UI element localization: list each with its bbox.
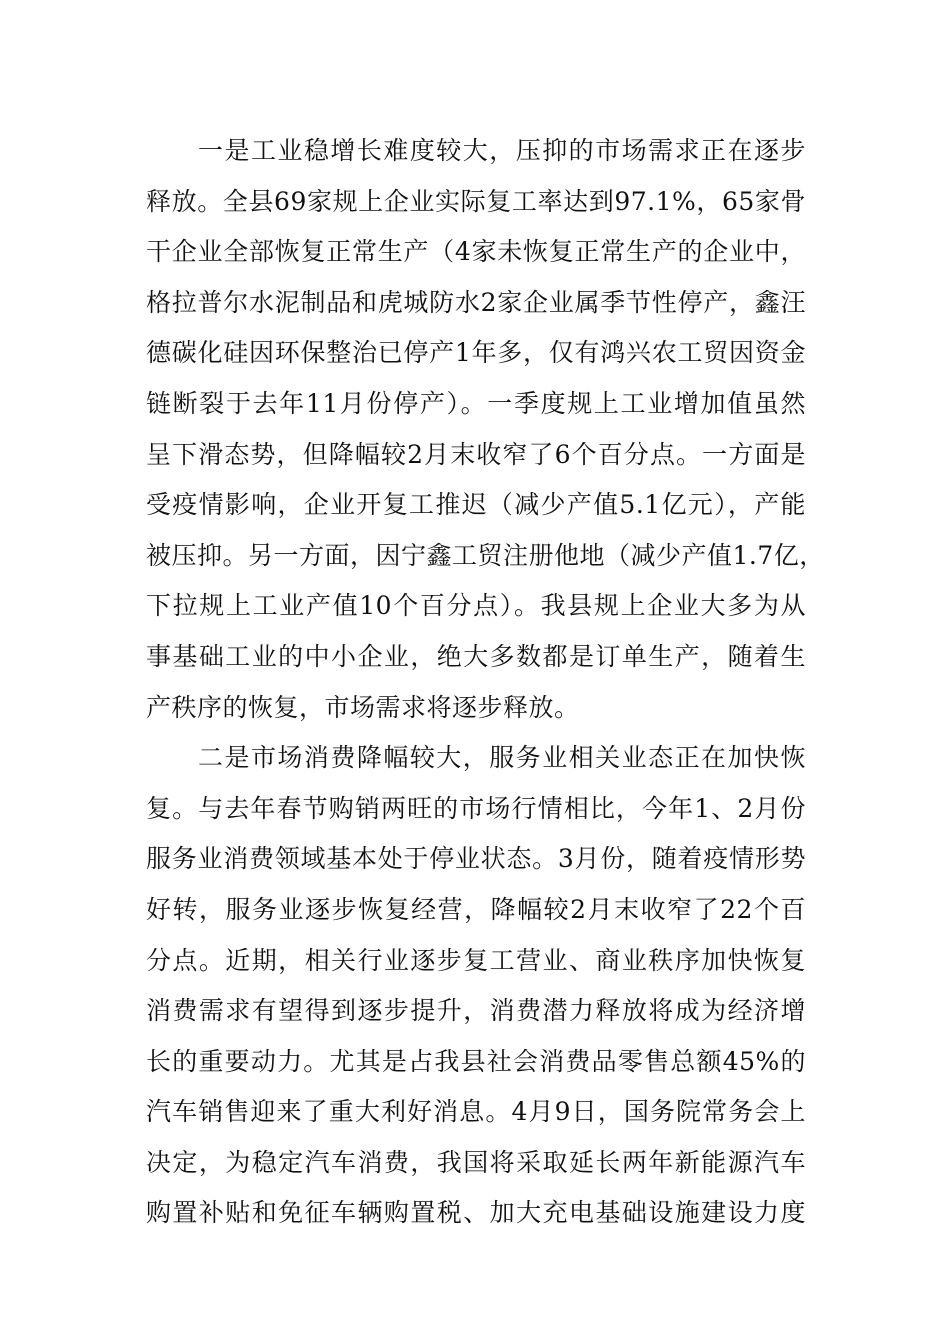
text-line: 汽车销售迎来了重大利好消息。4月9日，国务院常务会上 — [146, 1097, 806, 1127]
text-line: 服务业消费领域基本处于停业状态。3月份，随着疫情形势 — [146, 844, 806, 874]
text-line: 格拉普尔水泥制品和虎城防水2家企业属季节性停产，鑫汪 — [146, 287, 806, 317]
text-line: 长的重要动力。尤其是占我县社会消费品零售总额45%的 — [146, 1046, 806, 1076]
text-line: 释放。全县69家规上企业实际复工率达到97.1%，65家骨 — [146, 186, 806, 216]
text-line: 被压抑。另一方面，因宁鑫工贸注册他地（减少产值1.7亿， — [146, 540, 825, 570]
text-line: 产秩序的恢复，市场需求将逐步释放。 — [146, 692, 580, 722]
text-line: 一是工业稳增长难度较大，压抑的市场需求正在逐步 — [198, 136, 806, 165]
text-line: 决定，为稳定汽车消费，我国将采取延长两年新能源汽车 — [146, 1147, 806, 1177]
paragraph-industry — [146, 126, 825, 733]
text-line: 消费需求有望得到逐步提升，消费潜力释放将成为经济增 — [146, 996, 806, 1026]
text-line: 复。与去年春节购销两旺的市场行情相比，今年1、2月份 — [146, 793, 806, 823]
text-line: 下拉规上工业产值10个百分点）。我县规上企业大多为从 — [146, 591, 806, 621]
text-line: 链断裂于去年11月份停产）。一季度规上工业增加值虽然 — [146, 388, 806, 418]
text-line: 分点。近期，相关行业逐步复工营业、商业秩序加快恢复 — [146, 945, 806, 975]
text-line: 呈下滑态势，但降幅较2月末收窄了6个百分点。一方面是 — [146, 439, 806, 469]
paragraph-consumption — [146, 733, 806, 1239]
text-line: 受疫情影响，企业开复工推迟（减少产值5.1亿元），产能 — [146, 490, 806, 520]
text-line: 干企业全部恢复正常生产（4家未恢复正常生产的企业中， — [146, 237, 806, 267]
document-body — [146, 126, 825, 1239]
text-line: 事基础工业的中小企业，绝大多数都是订单生产，随着生 — [146, 641, 806, 671]
text-line: 德碳化硅因环保整治已停产1年多，仅有鸿兴农工贸因资金 — [146, 338, 806, 368]
text-line: 好转，服务业逐步恢复经营，降幅较2月末收窄了22个百 — [146, 894, 806, 924]
text-line: 二是市场消费降幅较大，服务业相关业态正在加快恢 — [198, 743, 806, 773]
text-line: 购置补贴和免征车辆购置税、加大充电基础设施建设力度 — [146, 1198, 806, 1228]
